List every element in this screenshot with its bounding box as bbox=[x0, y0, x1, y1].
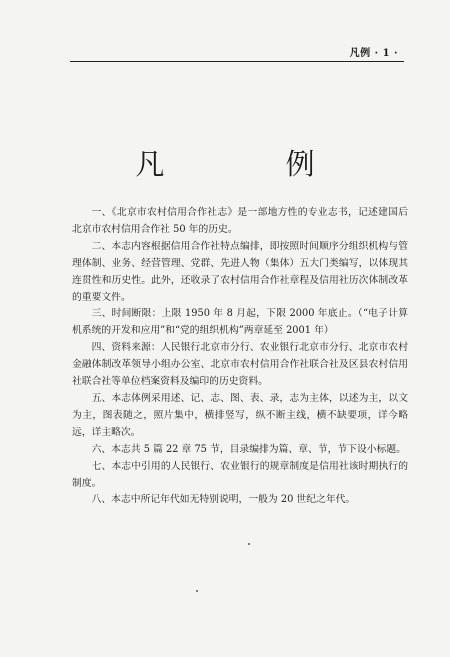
page-title: 凡 例 bbox=[135, 147, 371, 181]
paragraph-4: 四、资料来源：人民银行北京市分行、农业银行北京市分行、北京市农村金融体制改革领导小组办公室、北京市农村信用合作社联合社及区县农村信用社联合社等单位档案资料及编印的历史资料。 bbox=[72, 342, 408, 388]
scan-speck bbox=[248, 543, 250, 545]
paragraph-2: 二、本志内容根据信用合作社特点编排，即按照时间顺序分组织机构与管理体制、业务、经营管理、党群、先进人物（集体）五大门类编写，以体现其连贯性和历史性。此外，还收录了农村信用合作社章程及信用社历次体制改革的重要文件。 bbox=[72, 240, 408, 303]
paragraph-1: 一、《北京市农村信用合作社志》是一部地方性的专业志书，记述建国后北京市农村信用合作社 50 年的历史。 bbox=[72, 207, 408, 235]
body-text bbox=[72, 205, 408, 509]
paragraph-8: 八、本志中所记年代如无特别说明，一般为 20 世纪之年代。 bbox=[91, 494, 356, 506]
paragraph-6: 六、本志共 5 篇 22 章 75 节，目录编排为篇、章、节，节下设小标题。 bbox=[91, 443, 406, 455]
paragraph-3: 三、时间断限：上限 1950 年 8 月起，下限 2000 年底止。（“电子计算机系统的开发和应用”和“党的组织机构”两章延至 2001 年） bbox=[72, 308, 408, 337]
paragraph-7: 七、本志中引用的人民银行、农业银行的规章制度是信用社该时期执行的制度。 bbox=[72, 460, 408, 489]
paragraph-5: 五、本志体例采用述、记、志、图、表、录，志为主体，以述为主，以文为主，图表随之，照片集中，横排竖写，纵不断主线，横不缺要项，详今略远，详主略次。 bbox=[72, 392, 408, 438]
scan-speck bbox=[196, 590, 198, 592]
header-rule bbox=[70, 61, 404, 62]
running-head: 凡例 · 1 · bbox=[349, 48, 398, 59]
